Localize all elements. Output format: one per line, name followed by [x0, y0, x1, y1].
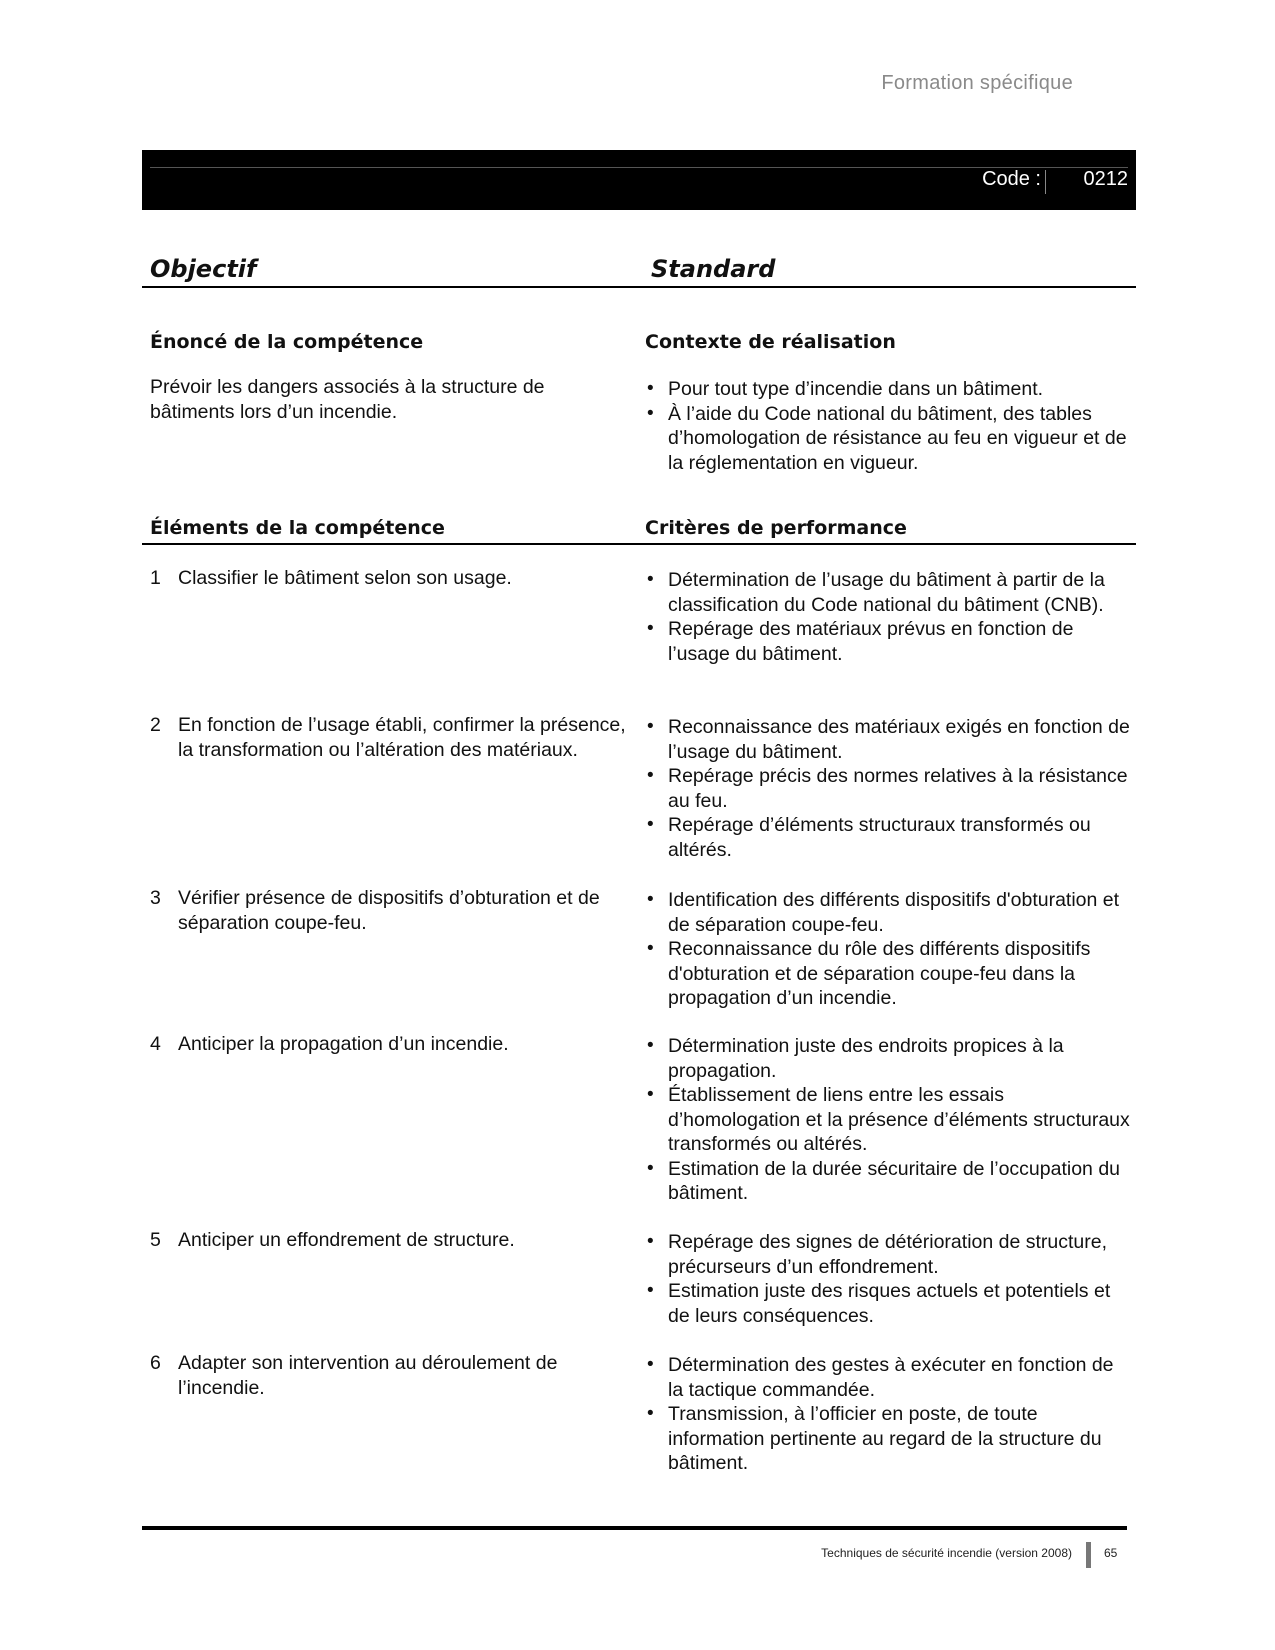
element-number: 6: [150, 1352, 161, 1374]
element-row: [150, 1032, 630, 1057]
element-text: Anticiper la propagation d’un incendie.: [178, 1033, 509, 1055]
criteria-list: [645, 568, 1130, 666]
criteria-item: • Identification des différents dispositifs d'obturation et de séparation coupe-feu.: [645, 888, 1130, 937]
element-number: 1: [150, 567, 161, 589]
element-number: 3: [150, 887, 161, 909]
criteria-item: • Détermination de l’usage du bâtiment à partir de la classification du Code national du bâtiment (CNB).: [645, 568, 1130, 617]
criteria-item: • Établissement de liens entre les essais d’homologation et la présence d’éléments structuraux transformés ou altérés.: [645, 1083, 1130, 1157]
code-separator: [1045, 170, 1046, 194]
criteria-item: • Détermination juste des endroits propices à la propagation.: [645, 1034, 1130, 1083]
criteria-item: • Reconnaissance du rôle des différents dispositifs d'obturation et de séparation coupe-feu dans la propagation d’un incendie.: [645, 937, 1130, 1011]
elements-title: Éléments de la compétence: [150, 517, 445, 539]
element-row: [150, 1351, 630, 1400]
criteria-item: • Repérage précis des normes relatives à la résistance au feu.: [645, 764, 1130, 813]
criteria-item: • Repérage des matériaux prévus en fonction de l’usage du bâtiment.: [645, 617, 1130, 666]
element-number: 5: [150, 1229, 161, 1251]
element-row: [150, 1228, 630, 1253]
criteria-item: • Transmission, à l’officier en poste, de toute information pertinente au regard de la structure du bâtiment.: [645, 1402, 1130, 1476]
criteria-item: • Repérage des signes de détérioration de structure, précurseurs d’un effondrement.: [645, 1230, 1130, 1279]
contexte-item: • Pour tout type d’incendie dans un bâtiment.: [645, 377, 1130, 402]
element-text: Anticiper un effondrement de structure.: [178, 1229, 515, 1251]
element-row: [150, 886, 640, 935]
criteria-item: • Repérage d’éléments structuraux transformés ou altérés.: [645, 813, 1130, 862]
standard-heading: Standard: [651, 255, 776, 283]
footer-rule: [142, 1526, 1127, 1530]
criteria-item: • Reconnaissance des matériaux exigés en fonction de l’usage du bâtiment.: [645, 715, 1130, 764]
element-number: 4: [150, 1033, 161, 1055]
code-value: 0212: [1083, 168, 1128, 190]
element-text: Vérifier présence de dispositifs d’obturation et de séparation coupe-feu.: [178, 887, 600, 934]
criteria-item: • Détermination des gestes à exécuter en fonction de la tactique commandée.: [645, 1353, 1130, 1402]
code-label: Code :: [982, 168, 1041, 190]
criteria-list: [645, 888, 1130, 1011]
contexte-item: • À l’aide du Code national du bâtiment, des tables d’homologation de résistance au feu en vigueur et de la réglementation en vigueur.: [645, 402, 1130, 476]
page-number: 65: [1104, 1546, 1118, 1560]
criteres-title: Critères de performance: [645, 517, 907, 539]
element-text: Adapter son intervention au déroulement de l’incendie.: [178, 1352, 558, 1399]
footer-title: Techniques de sécurité incendie (version 2008): [821, 1546, 1072, 1560]
criteria-item: • Estimation juste des risques actuels et potentiels et de leurs conséquences.: [645, 1279, 1130, 1328]
enonce-title: Énoncé de la compétence: [150, 331, 424, 353]
criteria-list: [645, 1353, 1130, 1476]
contexte-title: Contexte de réalisation: [645, 331, 896, 353]
enonce-text: Prévoir les dangers associés à la structure de bâtiments lors d’un incendie.: [150, 376, 545, 423]
elements-rule: [142, 543, 1136, 545]
element-text: Classifier le bâtiment selon son usage.: [178, 567, 512, 589]
element-row: [150, 713, 630, 762]
page-header-label: Formation spécifique: [881, 72, 1073, 94]
code-bar: [142, 150, 1136, 210]
criteria-item: • Estimation de la durée sécuritaire de l’occupation du bâtiment.: [645, 1157, 1130, 1206]
element-row: [150, 566, 630, 591]
criteria-list: [645, 715, 1130, 862]
criteria-list: [645, 1034, 1130, 1206]
heading-rule: [142, 286, 1136, 288]
criteria-list: [645, 1230, 1130, 1328]
element-number: 2: [150, 714, 161, 736]
objectif-heading: Objectif: [150, 255, 257, 283]
footer-separator: [1086, 1542, 1091, 1568]
element-text: En fonction de l’usage établi, confirmer la présence, la transformation ou l’altération des matériaux.: [178, 714, 626, 761]
contexte-list: [645, 377, 1130, 475]
